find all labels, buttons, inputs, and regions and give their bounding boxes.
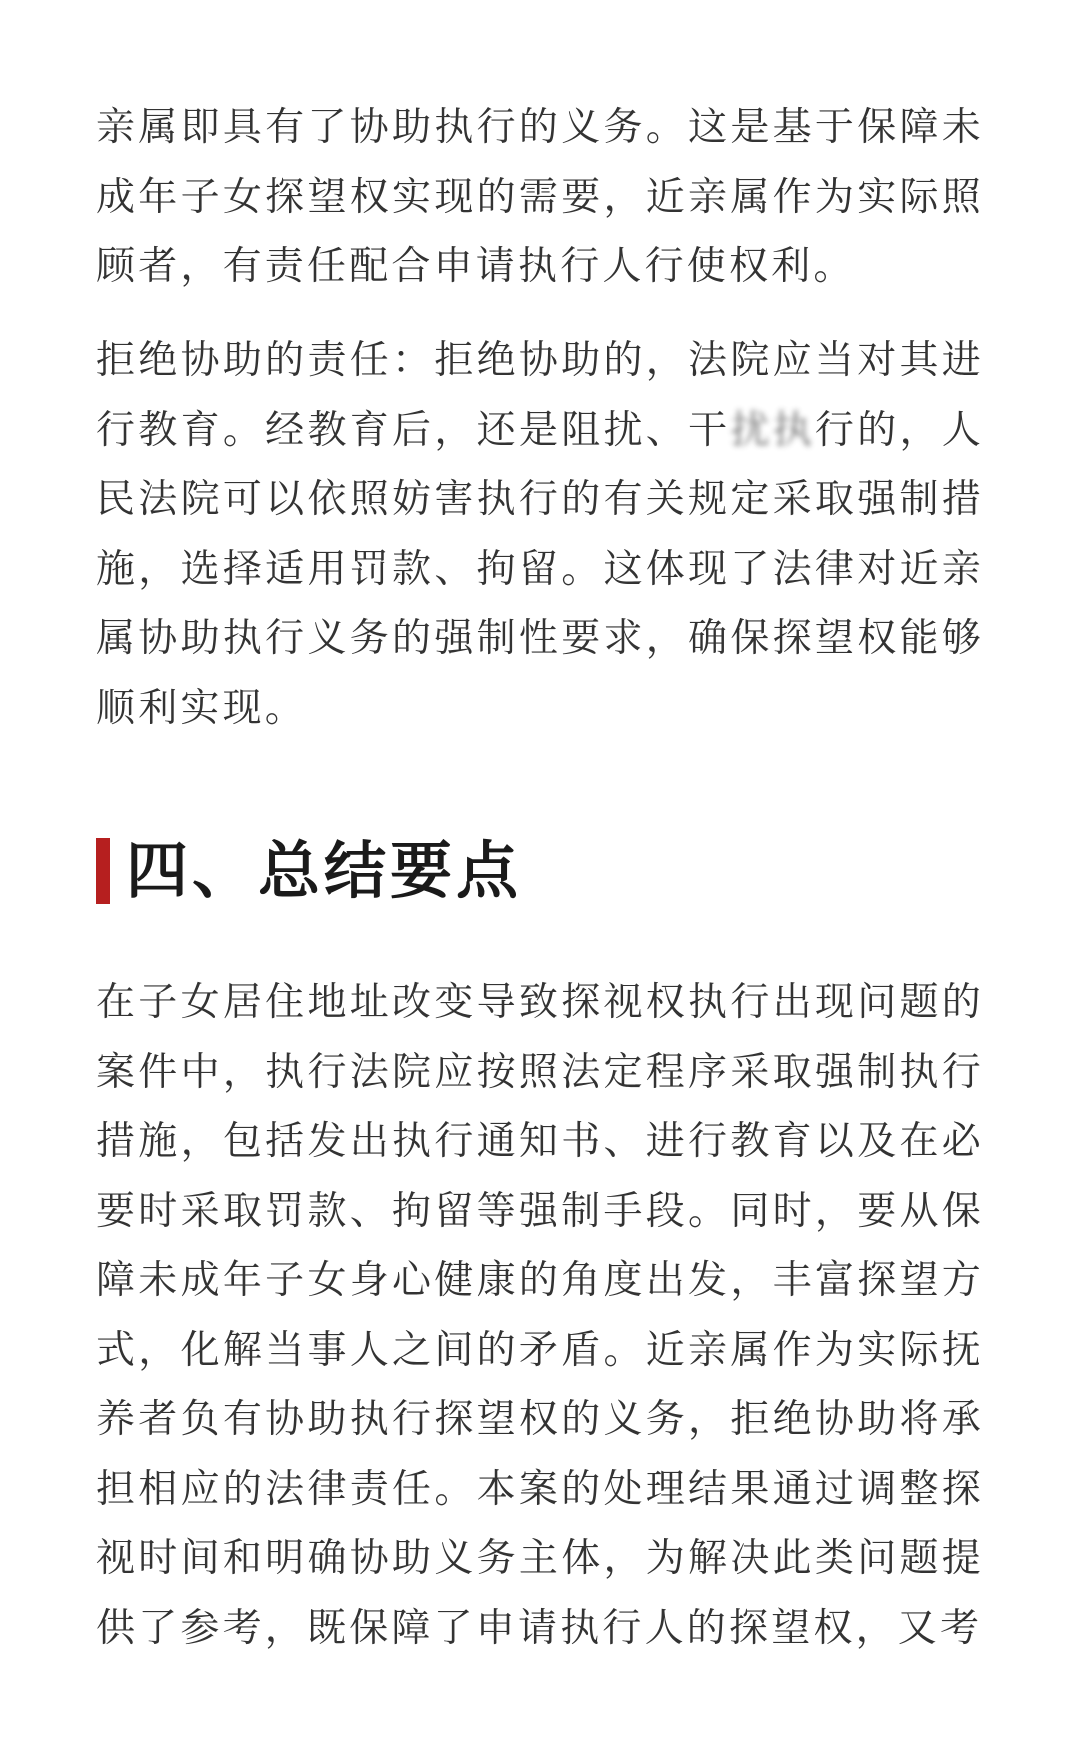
paragraph-text-start: 拒绝协助的责任：拒绝协助的，法院应当对其进行教育。经教育后，还是阻扰、干 bbox=[96, 338, 984, 453]
section-heading-title: 四、总结要点 bbox=[126, 834, 523, 907]
paragraph-refusal-liability bbox=[96, 326, 984, 743]
section-heading bbox=[96, 835, 522, 907]
heading-accent-bar bbox=[96, 838, 110, 904]
paragraph-relatives-duty: 亲属即具有了协助执行的义务。这是基于保障未成年子女探望权实现的需要，近亲属作为实际照顾者，有责任配合申请执行人行使权利。 bbox=[96, 105, 984, 289]
paragraph-summary: 在子女居住地址改变导致探视权执行出现问题的案件中，执行法院应按照法定程序采取强制执行措施，包括发出执行通知书、进行教育以及在必要时采取罚款、拘留等强制手段。同时，要从保障未成年子女身心健康的角度出发，丰富探望方式，化解当事人之间的矛盾。近亲属作为实际抚养者负有协助执行探望权的义务，拒绝协助将承担相应的法律责任。本案的处理结果通过调整探视时间和明确协助义务主体，为解决此类问题提供了参考，既保障了申请执行人的探望权，又考 bbox=[96, 980, 984, 1651]
blurred-text: 扰执 bbox=[730, 407, 815, 453]
paragraph-text-end: 行的，人民法院可以依照妨害执行的有关规定采取强制措施，选择适用罚款、拘留。这体现了法律对近亲属协助执行义务的强制性要求，确保探望权能够顺利实现。 bbox=[96, 407, 984, 731]
